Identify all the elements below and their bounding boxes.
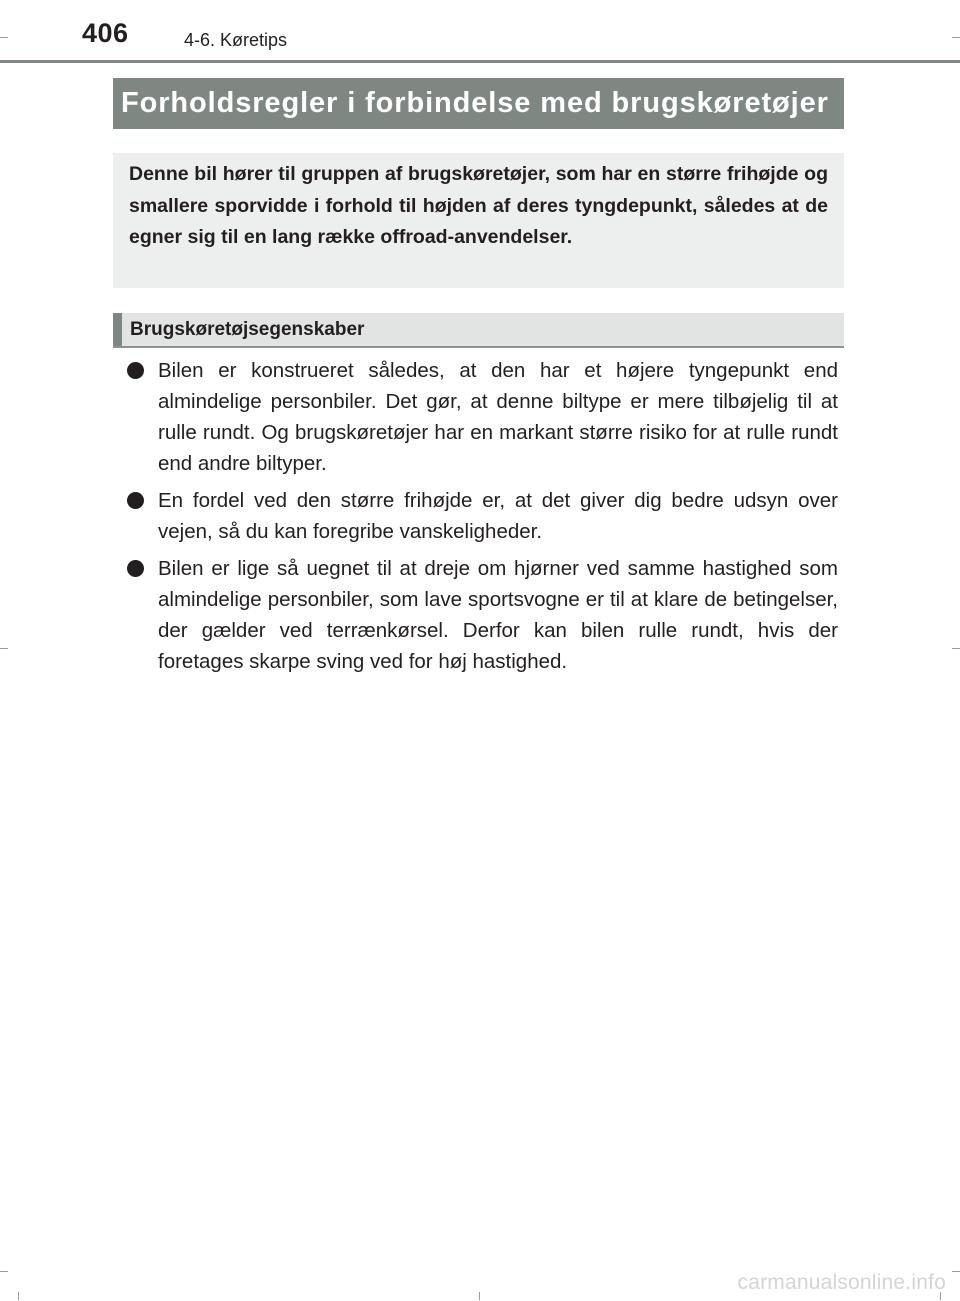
- subheading-text: Brugskøretøjsegenskaber: [130, 319, 365, 340]
- list-item-text: Bilen er lige så uegnet til at dreje om hjørner ved samme hastighed som almindelige personbiler, som lave sportsvogne er til at klare de betingelser, der gælder ved terrænkørsel. Derfor kan bilen rulle rundt, hvis der foretages skarpe sving ved for høj hastighed.: [158, 557, 838, 673]
- crop-mark: [479, 1292, 480, 1300]
- list-item-text: Bilen er konstrueret således, at den har et højere tyngepunkt end almindelige personbiler. Det gør, at denne biltype er mere tilbøjelig til at rulle rundt. Og brugskøretøjer har en markant større risiko for at rulle rundt end andre biltyper.: [158, 359, 838, 475]
- crop-mark: [952, 648, 960, 649]
- bullet-icon: [127, 362, 144, 379]
- watermark: carmanualsonline.info: [737, 1271, 946, 1294]
- bullet-list: [127, 355, 838, 683]
- crop-mark: [0, 37, 8, 38]
- header-rule: [0, 60, 960, 63]
- subheading: [113, 313, 844, 348]
- crop-mark: [952, 37, 960, 38]
- list-item: [127, 355, 838, 479]
- list-item: [127, 553, 838, 677]
- page-number: 406: [82, 18, 129, 48]
- subheading-accent: [113, 313, 122, 346]
- list-item-text: En fordel ved den større frihøjde er, at det giver dig bedre udsyn over vejen, så du kan foregribe vanskeligheder.: [158, 489, 838, 543]
- intro-box: [113, 153, 844, 288]
- page-title: Forholdsregler i forbindelse med brugskøretøjer: [113, 78, 844, 129]
- list-item: [127, 485, 838, 547]
- crop-mark: [18, 1292, 19, 1300]
- crop-mark: [952, 1271, 960, 1272]
- crop-mark: [0, 648, 8, 649]
- crop-mark: [0, 1271, 8, 1272]
- bullet-icon: [127, 560, 144, 577]
- intro-text: Denne bil hører til gruppen af brugskøretøjer, som har en større frihøjde og smallere sporvidde i forhold til højden af deres tyngdepunkt, således at de egner sig til en lang række offroad-anvendelser.: [129, 163, 828, 248]
- bullet-icon: [127, 492, 144, 509]
- section-label: 4-6. Køretips: [184, 30, 288, 50]
